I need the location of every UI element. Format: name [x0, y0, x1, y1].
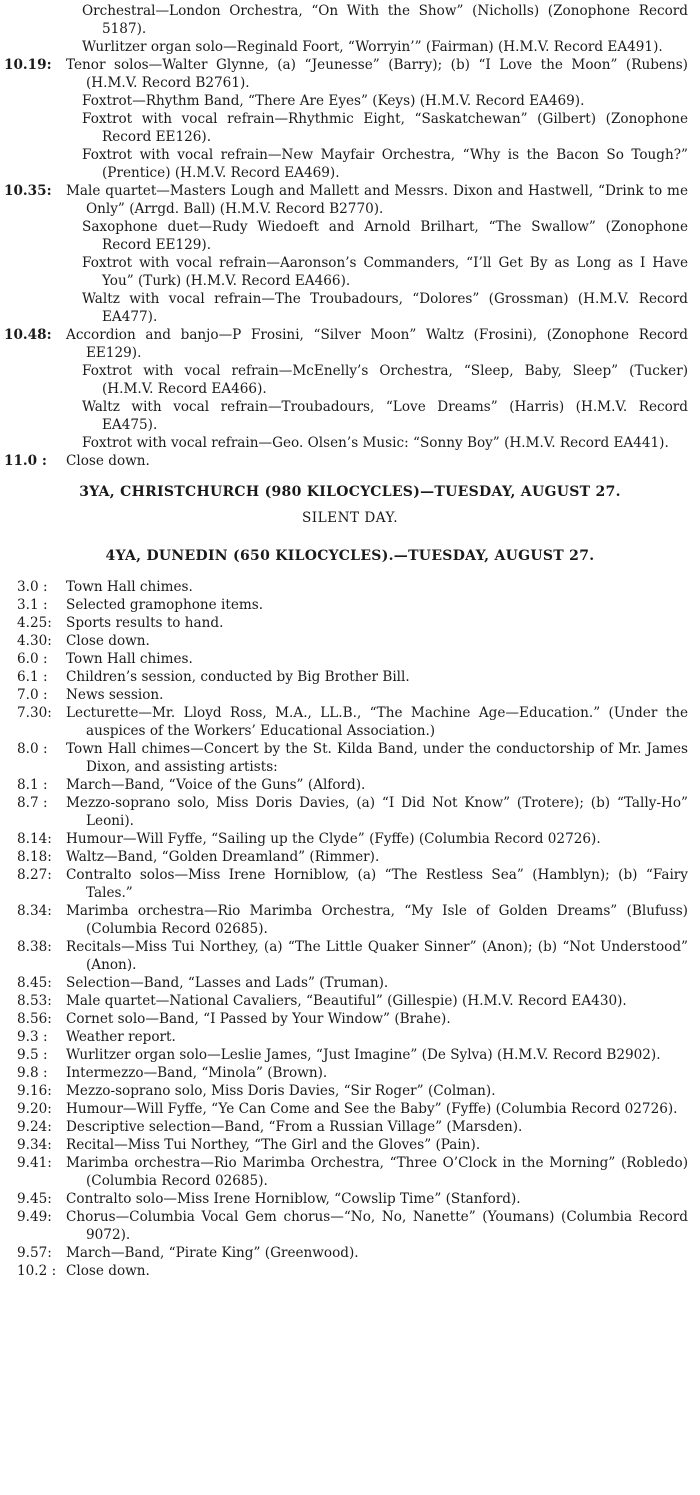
4ya-entry — [0, 668, 700, 686]
2ya-entry — [0, 92, 700, 110]
4ya-entry — [0, 830, 700, 848]
entry-time: 4.30: — [17, 633, 52, 649]
entry-description: Foxtrot with vocal refrain—Aaronson’s Commanders, “I’ll Get By as Long as I Have You” (Turk) (H.M.V. Record EA466). — [82, 255, 688, 289]
entry-time: 9.24: — [17, 1119, 52, 1135]
entry-time: 7.0 : — [17, 687, 48, 703]
entry-time: 6.0 : — [17, 651, 48, 667]
entry-description: Waltz—Band, “Golden Dreamland” (Rimmer). — [66, 849, 380, 865]
4ya-entry — [0, 614, 700, 632]
entry-time: 9.41: — [17, 1155, 52, 1171]
entry-description: Lecturette—Mr. Lloyd Ross, M.A., LL.B., “The Machine Age—Education.” (Under the auspices of the Workers’ Educational Association.) — [66, 705, 688, 739]
entry-description: Waltz with vocal refrain—The Troubadours, “Dolores” (Grossman) (H.M.V. Record EA477). — [82, 291, 688, 325]
entry-description: Cornet solo—Band, “I Passed by Your Window” (Brahe). — [66, 1011, 451, 1027]
entry-description: Town Hall chimes. — [66, 651, 193, 667]
2ya-entry — [0, 38, 700, 56]
4ya-entry — [0, 1064, 700, 1082]
entry-time: 9.16: — [17, 1083, 52, 1099]
2ya-entry — [0, 362, 700, 398]
entry-time: 9.49: — [17, 1209, 52, 1225]
entry-description: Saxophone duet—Rudy Wiedoeft and Arnold Brilhart, “The Swallow” (Zonophone Record EE129). — [82, 219, 688, 253]
entry-time: 7.30: — [17, 705, 52, 721]
entry-description: Foxtrot with vocal refrain—Rhythmic Eight, “Saskatchewan” (Gilbert) (Zonophone Record EE126). — [82, 111, 688, 145]
4ya-entry — [0, 1100, 700, 1118]
entry-description: Wurlitzer organ solo—Reginald Foort, “Worryin’” (Fairman) (H.M.V. Record EA491). — [82, 39, 663, 55]
entry-description: Recitals—Miss Tui Northey, (a) “The Little Quaker Sinner” (Anon); (b) “Not Understood” (Anon). — [66, 939, 688, 973]
entry-description: Close down. — [66, 633, 150, 649]
4ya-programme — [0, 578, 700, 1280]
2ya-entry — [0, 2, 700, 38]
4ya-entry — [0, 740, 700, 776]
entry-description: Contralto solos—Miss Irene Horniblow, (a) “The Restless Sea” (Hamblyn); (b) “Fairy Tales.” — [66, 867, 688, 901]
4ya-entry — [0, 1028, 700, 1046]
entry-description: Mezzo-soprano solo, Miss Doris Davies, (a) “I Did Not Know” (Trotere); (b) “Tally-Ho” Leoni). — [66, 795, 688, 829]
entry-time: 9.20: — [17, 1101, 52, 1117]
entry-description: Close down. — [66, 453, 150, 469]
4ya-entry — [0, 1082, 700, 1100]
entry-description: Selected gramophone items. — [66, 597, 264, 613]
entry-description: Town Hall chimes—Concert by the St. Kilda Band, under the conductorship of Mr. James Dixon, and assisting artists: — [66, 741, 688, 775]
entry-description: Contralto solo—Miss Irene Horniblow, “Cowslip Time” (Stanford). — [66, 1191, 521, 1207]
station-heading-3ya: 3YA, CHRISTCHURCH (980 KILOCYCLES)—TUESDAY, AUGUST 27. — [79, 484, 621, 500]
entry-description: March—Band, “Voice of the Guns” (Alford). — [66, 777, 366, 793]
station-heading-4ya: 4YA, DUNEDIN (650 KILOCYCLES).—TUESDAY, AUGUST 27. — [105, 548, 595, 564]
4ya-entry — [0, 992, 700, 1010]
entry-description: Tenor solos—Walter Glynne, (a) “Jeunesse” (Barry); (b) “I Love the Moon” (Rubens) (H.M.V. Record B2761). — [66, 57, 688, 91]
entry-time: 9.8 : — [17, 1065, 48, 1081]
entry-description: Foxtrot with vocal refrain—McEnelly’s Orchestra, “Sleep, Baby, Sleep” (Tucker) (H.M.V. Record EA466). — [82, 363, 688, 397]
4ya-entry — [0, 794, 700, 830]
4ya-entry — [0, 776, 700, 794]
entry-description: March—Band, “Pirate King” (Greenwood). — [66, 1245, 359, 1261]
entry-description: Waltz with vocal refrain—Troubadours, “Love Dreams” (Harris) (H.M.V. Record EA475). — [82, 399, 688, 433]
entry-description: Marimba orchestra—Rio Marimba Orchestra, “Three O’Clock in the Morning” (Robledo) (Columbia Record 02685). — [66, 1155, 688, 1189]
4ya-entry — [0, 1190, 700, 1208]
2ya-entry — [0, 218, 700, 254]
4ya-entry — [0, 1118, 700, 1136]
entry-time: 10.35: — [4, 183, 52, 199]
entry-description: Intermezzo—Band, “Minola” (Brown). — [66, 1065, 328, 1081]
entry-time: 10.48: — [4, 327, 52, 343]
2ya-entry — [0, 254, 700, 290]
4ya-entry — [0, 974, 700, 992]
4ya-entry — [0, 596, 700, 614]
entry-description: News session. — [66, 687, 164, 703]
2ya-entry — [0, 434, 700, 452]
4ya-entry — [0, 1208, 700, 1244]
entry-description: Mezzo-soprano solo, Miss Doris Davies, “Sir Roger” (Colman). — [66, 1083, 496, 1099]
entry-time: 3.0 : — [17, 579, 48, 595]
4ya-entry — [0, 650, 700, 668]
entry-time: 8.53: — [17, 993, 52, 1009]
4ya-entry — [0, 902, 700, 938]
entry-time: 8.38: — [17, 939, 52, 955]
silent-day-notice: SILENT DAY. — [301, 510, 399, 526]
4ya-entry — [0, 704, 700, 740]
2ya-entry — [0, 326, 700, 362]
entry-description: Male quartet—Masters Lough and Mallett and Messrs. Dixon and Hastwell, “Drink to me Only” (Arrgd. Ball) (H.M.V. Record B2770). — [66, 183, 688, 217]
4ya-entry — [0, 1010, 700, 1028]
4ya-entry — [0, 686, 700, 704]
entry-description: Selection—Band, “Lasses and Lads” (Truman). — [66, 975, 389, 991]
entry-description: Accordion and banjo—P Frosini, “Silver Moon” Waltz (Frosini), (Zonophone Record EE129). — [66, 327, 688, 361]
entry-time: 8.45: — [17, 975, 52, 991]
entry-time: 9.45: — [17, 1191, 52, 1207]
2ya-entry — [0, 182, 700, 218]
4ya-entry — [0, 848, 700, 866]
4ya-entry — [0, 938, 700, 974]
entry-time: 8.27: — [17, 867, 52, 883]
4ya-entry — [0, 632, 700, 650]
2ya-entry — [0, 56, 700, 92]
entry-time: 11.0 : — [4, 453, 47, 469]
entry-time: 8.18: — [17, 849, 52, 865]
4ya-entry — [0, 578, 700, 596]
entry-time: 9.34: — [17, 1137, 52, 1153]
entry-time: 8.14: — [17, 831, 52, 847]
entry-description: Close down. — [66, 1263, 150, 1279]
4ya-entry — [0, 1046, 700, 1064]
entry-description: Foxtrot—Rhythm Band, “There Are Eyes” (Keys) (H.M.V. Record EA469). — [82, 93, 585, 109]
entry-time: 10.19: — [4, 57, 52, 73]
entry-description: Humour—Will Fyffe, “Sailing up the Clyde” (Fyffe) (Columbia Record 02726). — [66, 831, 601, 847]
entry-description: Children’s session, conducted by Big Brother Bill. — [66, 669, 410, 685]
entry-description: Orchestral—London Orchestra, “On With the Show” (Nicholls) (Zonophone Record 5187). — [82, 3, 688, 37]
entry-time: 8.56: — [17, 1011, 52, 1027]
2ya-entry — [0, 110, 700, 146]
2ya-entry — [0, 452, 700, 470]
4ya-entry — [0, 866, 700, 902]
entry-description: Sports results to hand. — [66, 615, 224, 631]
entry-description: Male quartet—National Cavaliers, “Beautiful” (Gillespie) (H.M.V. Record EA430). — [66, 993, 627, 1009]
entry-description: Foxtrot with vocal refrain—New Mayfair Orchestra, “Why is the Bacon So Tough?” (Prentice) (H.M.V. Record EA469). — [82, 147, 688, 181]
entry-description: Wurlitzer organ solo—Leslie James, “Just Imagine” (De Sylva) (H.M.V. Record B2902). — [66, 1047, 661, 1063]
4ya-entry — [0, 1136, 700, 1154]
2ya-entry — [0, 290, 700, 326]
2ya-entry — [0, 146, 700, 182]
entry-time: 8.0 : — [17, 741, 48, 757]
entry-time: 8.7 : — [17, 795, 48, 811]
entry-time: 9.5 : — [17, 1047, 48, 1063]
4ya-entry — [0, 1154, 700, 1190]
entry-description: Town Hall chimes. — [66, 579, 193, 595]
entry-description: Descriptive selection—Band, “From a Russian Village” (Marsden). — [66, 1119, 523, 1135]
entry-time: 9.57: — [17, 1245, 52, 1261]
entry-description: Foxtrot with vocal refrain—Geo. Olsen’s Music: “Sonny Boy” (H.M.V. Record EA441). — [82, 435, 669, 451]
entry-description: Chorus—Columbia Vocal Gem chorus—“No, No, Nanette” (Youmans) (Columbia Record 9072). — [66, 1209, 688, 1243]
entry-description: Weather report. — [66, 1029, 176, 1045]
entry-time: 10.2 : — [17, 1263, 57, 1279]
4ya-entry — [0, 1244, 700, 1262]
entry-time: 4.25: — [17, 615, 52, 631]
entry-description: Marimba orchestra—Rio Marimba Orchestra, “My Isle of Golden Dreams” (Blufuss) (Columbia Record 02685). — [66, 903, 688, 937]
entry-time: 8.1 : — [17, 777, 48, 793]
entry-time: 6.1 : — [17, 669, 48, 685]
2ya-entry — [0, 398, 700, 434]
entry-time: 3.1 : — [17, 597, 48, 613]
2ya-programme-continued — [0, 2, 700, 470]
entry-description: Humour—Will Fyffe, “Ye Can Come and See the Baby” (Fyffe) (Columbia Record 02726). — [66, 1101, 678, 1117]
4ya-entry — [0, 1262, 700, 1280]
entry-description: Recital—Miss Tui Northey, “The Girl and the Gloves” (Pain). — [66, 1137, 481, 1153]
entry-time: 8.34: — [17, 903, 52, 919]
entry-time: 9.3 : — [17, 1029, 48, 1045]
